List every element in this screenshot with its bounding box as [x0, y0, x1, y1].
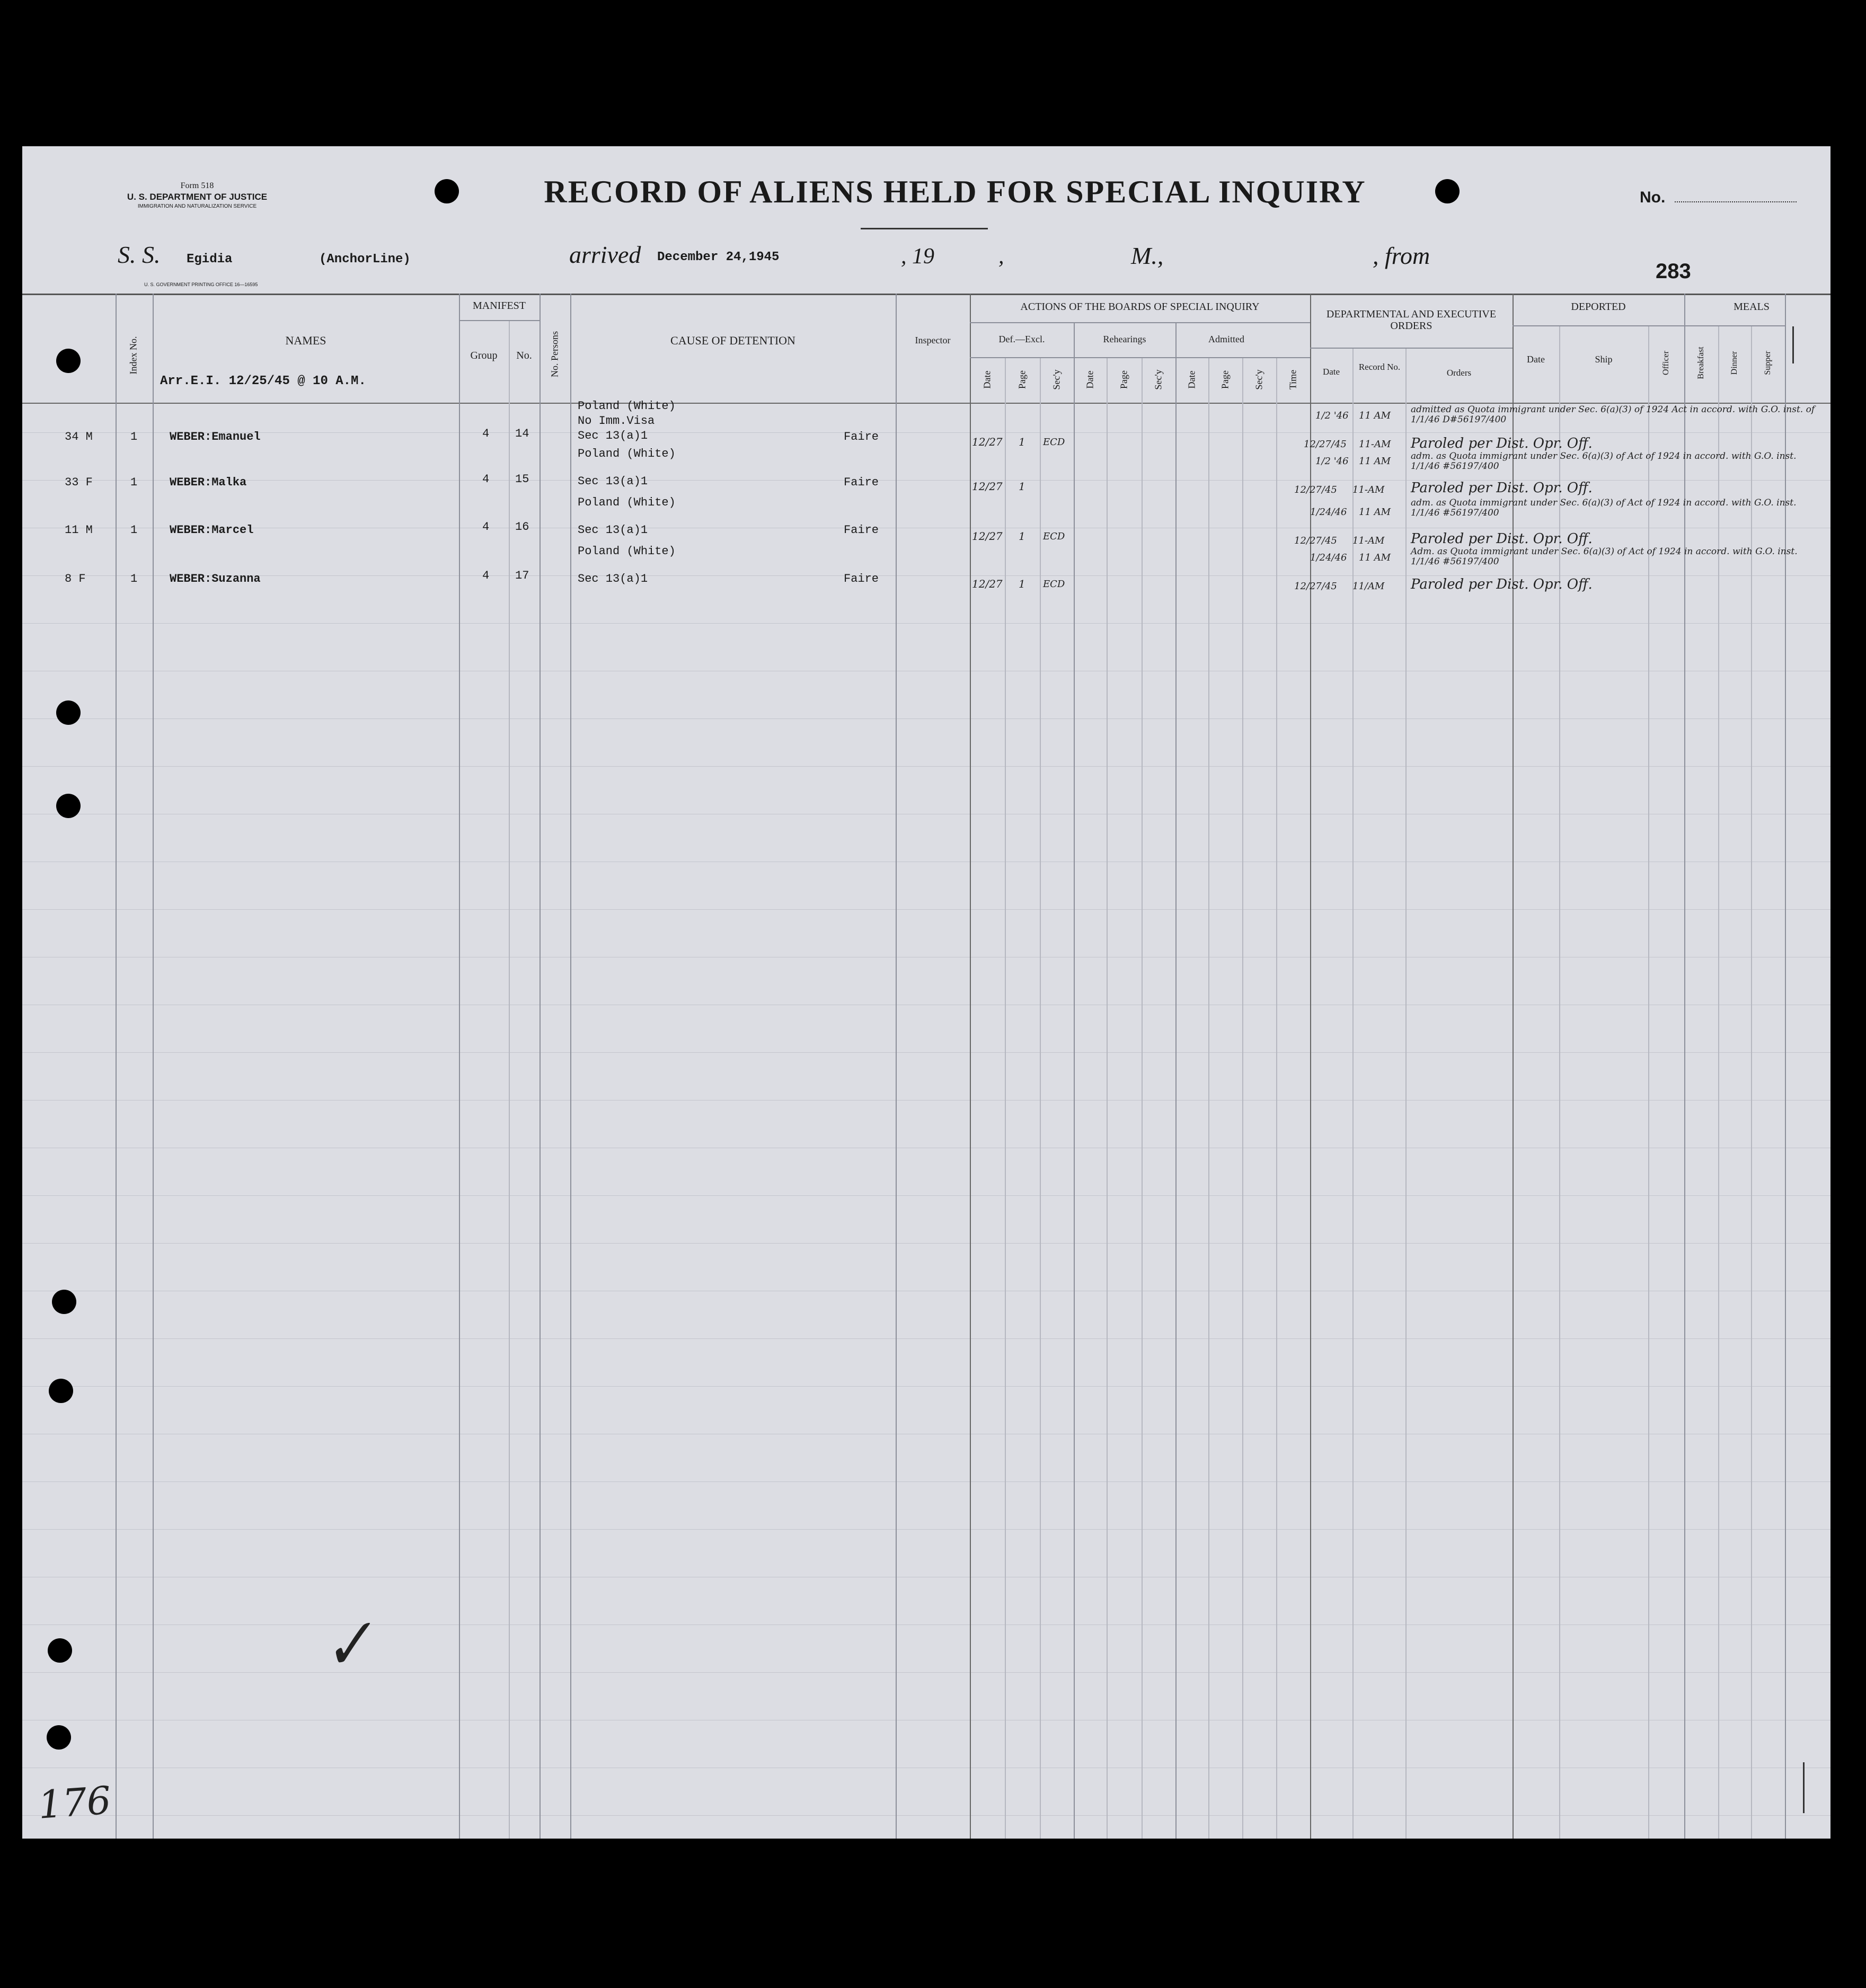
cause-line: No Imm.Visa — [578, 414, 655, 428]
cause-line: Sec 13(a)1 — [578, 429, 648, 442]
margin-tick — [1792, 326, 1794, 363]
punch-hole — [435, 179, 459, 203]
order-text: Paroled per Dist. Opr. Off. — [1411, 480, 1593, 496]
alien-name: WEBER:Emanuel — [170, 430, 261, 443]
bsi-page: 1 — [1019, 578, 1025, 590]
col-line — [1142, 358, 1143, 1839]
inspector-name: Faire — [844, 476, 879, 489]
service-name: IMMIGRATION AND NATURALIZATION SERVICE — [137, 203, 257, 209]
header-reh-secy: Sec'y — [1153, 369, 1164, 390]
age-sex: 11 M — [65, 523, 93, 537]
header-supper: Supper — [1763, 351, 1772, 375]
year-label: , 19 — [901, 244, 934, 269]
order-text: adm. as Quota immigrant under Sec. 6(a)(3) of Act of 1924 in accord. with G.O. inst. 1/1/46 #56197/400 — [1411, 451, 1797, 472]
header-dinner: Dinner — [1730, 351, 1739, 375]
index-number: 1 — [130, 430, 138, 443]
punch-hole — [1435, 179, 1460, 203]
header-rehearings: Rehearings — [1103, 334, 1146, 344]
bsi-secy: ECD — [1043, 579, 1065, 590]
order-date: 12/27/45 — [1294, 484, 1337, 495]
arrival-date: December 24,1945 — [657, 250, 780, 264]
col-line — [1405, 349, 1407, 1839]
header-reh-date: Date — [1084, 370, 1095, 389]
cause-line: Poland (White) — [578, 447, 676, 460]
header-manifest: MANIFEST — [472, 300, 526, 312]
bsi-page: 1 — [1019, 530, 1025, 543]
ship-name: Egidia — [187, 252, 233, 267]
col-line — [1242, 358, 1243, 1839]
form-number: Form 518 — [180, 181, 214, 190]
cause-line: Sec 13(a)1 — [578, 523, 648, 537]
alien-name: WEBER:Malka — [170, 476, 247, 489]
header-dep-ship: Ship — [1595, 354, 1613, 365]
page-title: RECORD OF ALIENS HELD FOR SPECIAL INQUIRY — [544, 174, 1366, 209]
header-orders: Orders — [1446, 368, 1472, 378]
manifest-group: 4 — [482, 569, 490, 582]
header-bsi-secy: Sec'y — [1051, 369, 1062, 390]
bsi-date: 12/27 — [972, 530, 1003, 543]
manifest-subrule — [459, 320, 540, 321]
col-line — [1513, 294, 1514, 1839]
page-number: 283 — [1656, 260, 1691, 283]
cause-line: Poland (White) — [578, 400, 676, 413]
header-cause: CAUSE OF DETENTION — [670, 334, 795, 347]
header-inspector: Inspector — [915, 335, 951, 345]
header-record-no: Record No. — [1358, 362, 1401, 372]
order-time: 11 AM — [1359, 552, 1391, 563]
col-line — [1276, 358, 1277, 1839]
record-sheet — [22, 146, 1830, 1839]
col-line — [1005, 358, 1006, 1839]
bsi-secy: ECD — [1043, 531, 1065, 542]
punch-hole — [56, 349, 81, 373]
col-line — [896, 294, 897, 1839]
header-group: Group — [470, 350, 498, 361]
col-line — [1352, 349, 1354, 1839]
order-text: Paroled per Dist. Opr. Off. — [1411, 576, 1593, 592]
m-label: M., — [1131, 242, 1164, 269]
comma-label: , — [998, 244, 1004, 269]
header-no-persons: No. Persons — [549, 331, 560, 378]
age-sex: 33 F — [65, 476, 93, 489]
order-time: 11 AM — [1359, 410, 1391, 421]
header-names: NAMES — [285, 334, 326, 347]
manifest-group: 4 — [482, 520, 490, 534]
order-time: 11-AM — [1352, 484, 1385, 495]
manifest-group: 4 — [482, 473, 490, 486]
col-line — [459, 294, 460, 1839]
col-line — [509, 320, 510, 1839]
index-number: 1 — [130, 572, 138, 585]
col-line — [970, 294, 971, 1839]
order-text: Paroled per Dist. Opr. Off. — [1411, 531, 1593, 547]
punch-hole — [47, 1725, 71, 1750]
bsi-date: 12/27 — [972, 578, 1003, 590]
col-line — [1310, 294, 1311, 1839]
shipping-line: (AnchorLine) — [319, 252, 411, 267]
header-dep-date: Date — [1527, 354, 1545, 365]
margin-page-number: 176 — [37, 1778, 113, 1827]
bsi-secy: ECD — [1043, 437, 1065, 448]
header-meals: MEALS — [1734, 301, 1770, 313]
header-adm-secy: Sec'y — [1253, 369, 1264, 390]
header-bsi-date: Date — [981, 370, 993, 389]
bsi-date: 12/27 — [972, 436, 1003, 448]
header-deported: DEPORTED — [1571, 301, 1626, 313]
no-label: No. — [1640, 189, 1666, 206]
header-dept-orders: DEPARTMENTAL AND EXECUTIVE ORDERS — [1326, 308, 1497, 332]
order-time: 11 AM — [1359, 507, 1391, 518]
table-top-border — [22, 294, 1830, 295]
col-line — [1785, 294, 1786, 1839]
order-date: 1/2 '46 — [1315, 410, 1349, 421]
deported-subrule — [1513, 325, 1785, 326]
margin-tick — [1803, 1762, 1805, 1813]
header-admitted: Admitted — [1208, 334, 1244, 344]
punch-hole — [48, 1638, 72, 1663]
bsi-page: 1 — [1019, 480, 1025, 493]
col-line — [153, 294, 154, 1839]
order-text: admitted as Quota immigrant under Sec. 6(a)(3) of 1924 Act in accord. with G.O. inst. of 1/1/46 D#56197/400 — [1411, 404, 1815, 425]
punch-hole — [52, 1290, 76, 1314]
col-line — [570, 294, 571, 1839]
department-name: U. S. DEPARTMENT OF JUSTICE — [127, 192, 268, 202]
punch-hole — [49, 1379, 73, 1403]
header-officer: Officer — [1661, 351, 1670, 375]
order-text: Adm. as Quota immigrant under Sec. 6(a)(3) of Act of 1924 in accord. with G.O. inst. 1/1/46 #56197/400 — [1411, 546, 1798, 567]
checkmark-annotation: ✓ — [315, 1604, 381, 1687]
actions-subrule — [970, 322, 1310, 323]
order-time: 11/AM — [1352, 581, 1385, 592]
order-time: 11-AM — [1352, 535, 1385, 546]
col-line — [1175, 323, 1177, 1839]
dept-subrule — [1310, 348, 1513, 349]
header-adm-date: Date — [1186, 370, 1197, 389]
order-date: 1/2 '46 — [1315, 456, 1349, 467]
alien-name: WEBER:Marcel — [170, 523, 254, 537]
order-date: 12/27/45 — [1304, 439, 1347, 450]
index-number: 1 — [130, 523, 138, 537]
printer-mark: U. S. GOVERNMENT PRINTING OFFICE 16—16595 — [144, 282, 258, 287]
no-field-line — [1675, 201, 1797, 202]
arrival-note: Arr.E.I. 12/25/45 @ 10 A.M. — [160, 374, 366, 388]
ss-label: S. S. — [118, 241, 161, 268]
header-reh-page: Page — [1118, 370, 1129, 389]
col-line — [1040, 358, 1041, 1839]
order-time: 11 AM — [1359, 456, 1391, 467]
order-date: 12/27/45 — [1294, 535, 1337, 546]
col-line — [1074, 323, 1075, 1839]
col-line — [1107, 358, 1108, 1839]
manifest-number: 15 — [515, 473, 529, 486]
punch-hole — [56, 700, 81, 725]
manifest-number: 17 — [515, 569, 529, 582]
header-actions: ACTIONS OF THE BOARDS OF SPECIAL INQUIRY — [1020, 301, 1260, 313]
manifest-group: 4 — [482, 427, 490, 440]
header-adm-page: Page — [1219, 370, 1231, 389]
header-breakfast: Breakfast — [1696, 347, 1705, 379]
bsi-page: 1 — [1019, 436, 1025, 448]
header-dept-date: Date — [1322, 367, 1340, 377]
header-adm-time: Time — [1287, 369, 1298, 390]
inspector-name: Faire — [844, 430, 879, 443]
from-label: , from — [1373, 242, 1430, 269]
header-manifest-no: No. — [516, 350, 532, 361]
order-text: adm. as Quota immigrant under Sec. 6(a)(3) of Act of 1924 in accord. with G.O. inst. 1/1/46 #56197/400 — [1411, 498, 1797, 518]
punch-hole — [56, 794, 81, 818]
cause-line: Poland (White) — [578, 545, 676, 558]
alien-name: WEBER:Suzanna — [170, 572, 261, 585]
title-rule — [861, 228, 988, 229]
col-line — [1684, 294, 1685, 1839]
order-text: Paroled per Dist. Opr. Off. — [1411, 436, 1593, 451]
bsi-date: 12/27 — [972, 480, 1003, 493]
col-line — [116, 294, 117, 1839]
order-time: 11-AM — [1359, 439, 1391, 450]
header-bsi-page: Page — [1016, 370, 1028, 389]
order-date: 1/24/46 — [1310, 507, 1347, 518]
cause-line: Poland (White) — [578, 496, 676, 509]
arrived-label: arrived — [569, 241, 641, 268]
manifest-number: 14 — [515, 427, 529, 440]
col-line — [1208, 358, 1209, 1839]
inspector-name: Faire — [844, 572, 879, 585]
age-sex: 34 M — [65, 430, 93, 443]
inspector-name: Faire — [844, 523, 879, 537]
age-sex: 8 F — [65, 572, 86, 585]
cause-line: Sec 13(a)1 — [578, 572, 648, 585]
index-number: 1 — [130, 476, 138, 489]
order-date: 12/27/45 — [1294, 581, 1337, 592]
header-def-excl: Def.—Excl. — [998, 334, 1045, 344]
cause-line: Sec 13(a)1 — [578, 475, 648, 488]
manifest-number: 16 — [515, 520, 529, 534]
col-line — [540, 294, 541, 1839]
order-date: 1/24/46 — [1310, 552, 1347, 563]
header-index-no: Index No. — [128, 336, 139, 375]
